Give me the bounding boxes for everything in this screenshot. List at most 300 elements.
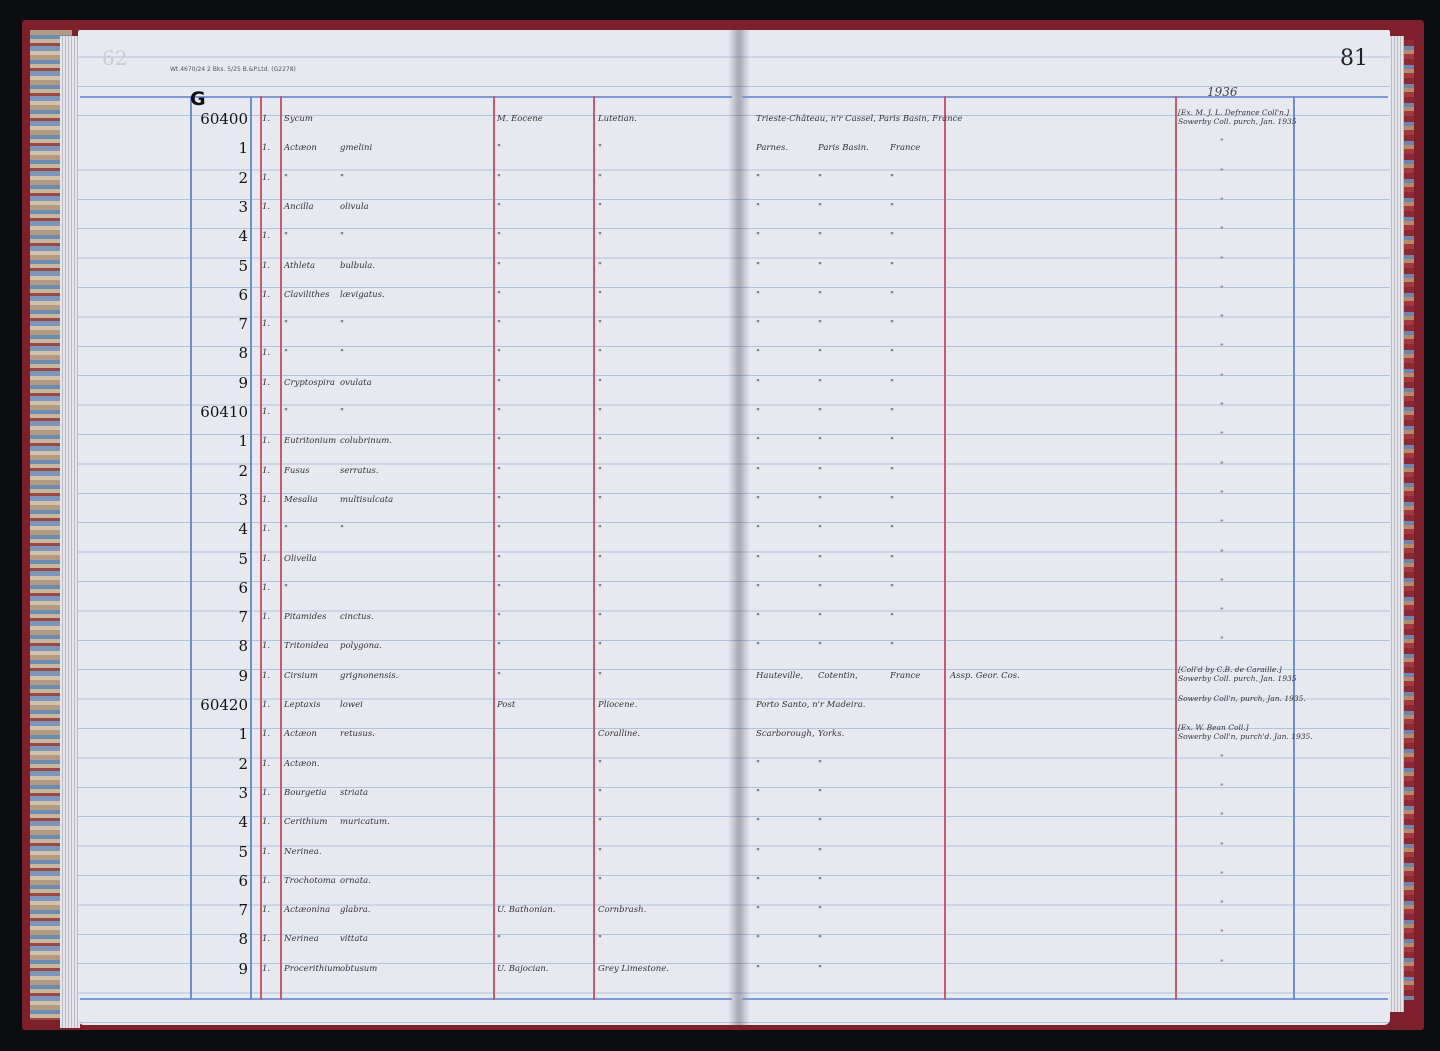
table-row — [0, 403, 1440, 432]
genus-name: Actæonina — [284, 905, 331, 916]
table-row — [0, 547, 1440, 579]
provenance-note — [1178, 635, 1223, 644]
provenance-note — [1178, 606, 1223, 615]
country-name: " — [890, 407, 894, 417]
species-name: " — [340, 231, 344, 242]
genus-name: Leptaxis — [284, 700, 321, 710]
country-name: France — [890, 670, 921, 681]
region-name: " — [818, 260, 822, 271]
locality-name: " — [756, 846, 760, 857]
genus-name: Trochotoma — [284, 875, 336, 886]
register-number: 3 — [238, 490, 248, 509]
provenance-note — [1178, 841, 1223, 850]
provenance-note — [1178, 958, 1223, 967]
register-number: 7 — [238, 901, 248, 920]
region-name: " — [818, 407, 822, 417]
register-number: 6 — [238, 285, 248, 304]
provenance-note — [1178, 870, 1223, 879]
region-name: " — [818, 377, 822, 388]
genus-name: Cirsium — [284, 670, 318, 681]
region-name: " — [818, 905, 822, 916]
formation-name: " — [598, 407, 602, 417]
locality-name: " — [756, 465, 760, 476]
species-name: lævigatus. — [340, 289, 385, 300]
specimen-count: 1. — [262, 612, 271, 623]
register-number: 3 — [238, 783, 248, 802]
genus-name: Cerithium — [284, 817, 328, 828]
locality-name: " — [756, 875, 760, 886]
table-row — [0, 781, 1440, 813]
locality-name: " — [756, 553, 760, 564]
genus-name: Procerithium — [284, 963, 341, 974]
locality-name: " — [756, 172, 760, 183]
region-name: " — [818, 582, 822, 593]
country-name: " — [890, 641, 894, 652]
region-name: " — [818, 612, 822, 623]
provenance-line: " — [1220, 606, 1224, 616]
specimen-count: 1. — [262, 641, 271, 652]
provenance-note — [1178, 430, 1223, 439]
genus-name: " — [284, 319, 288, 330]
table-row — [0, 840, 1440, 872]
geological-period: " — [497, 289, 501, 300]
provenance-note — [1178, 577, 1223, 586]
country-name: " — [890, 319, 894, 330]
formation-name: " — [598, 787, 602, 798]
table-row — [0, 315, 1440, 344]
footer-rule-left — [80, 998, 732, 1000]
register-number: 9 — [238, 959, 248, 978]
species-name: striata — [340, 787, 369, 798]
locality-name: Porto Santo, n'r Madeira. — [756, 700, 866, 710]
locality-name: " — [756, 377, 760, 388]
specimen-count: 1. — [262, 494, 271, 505]
genus-name: " — [284, 582, 288, 593]
country-name: " — [890, 465, 894, 476]
species-name: " — [340, 524, 344, 535]
provenance-line: [Ex. W. Bean Coll.] — [1178, 723, 1249, 733]
table-row — [0, 869, 1440, 901]
country-name: " — [890, 494, 894, 505]
provenance-line: " — [1220, 899, 1224, 909]
printer-imprint: Wt.4670/24 2 Bks. 5/25 B.&P.Ltd. (G2278) — [170, 66, 296, 73]
geological-period: " — [497, 231, 501, 242]
geological-period: " — [497, 641, 501, 652]
country-name: " — [890, 553, 894, 564]
provenance-note — [1178, 548, 1223, 557]
provenance-note — [1178, 372, 1223, 381]
provenance-line: " — [1220, 137, 1224, 147]
provenance-line: " — [1220, 401, 1224, 410]
locality-name: " — [756, 905, 760, 916]
table-row — [0, 166, 1440, 198]
specimen-count: 1. — [262, 553, 271, 564]
locality-name: Trieste-Château, n'r Cassel, Paris Basin, France — [756, 114, 963, 124]
region-name: " — [818, 231, 822, 242]
formation-name: " — [598, 143, 602, 154]
locality-name: " — [756, 319, 760, 330]
geological-period: " — [497, 524, 501, 535]
formation-name: " — [598, 670, 602, 681]
specimen-count: 1. — [262, 875, 271, 886]
section-letter: G — [190, 88, 206, 110]
formation-name: Grey Limestone. — [598, 963, 669, 974]
formation-name: " — [598, 172, 602, 183]
genus-name: " — [284, 348, 288, 359]
provenance-line: " — [1220, 928, 1224, 938]
formation-name: " — [598, 377, 602, 388]
table-row — [0, 930, 1440, 959]
formation-name: " — [598, 641, 602, 652]
provenance-line: " — [1220, 254, 1224, 264]
species-name: " — [340, 319, 344, 330]
locality-name: " — [756, 641, 760, 652]
country-name: " — [890, 377, 894, 388]
genus-name: Pitamides — [284, 612, 327, 623]
provenance-note — [1178, 782, 1223, 791]
provenance-note — [1178, 167, 1223, 176]
register-number: 2 — [238, 461, 248, 480]
species-name: ornata. — [340, 875, 371, 886]
formation-name: " — [598, 817, 602, 828]
region-name: " — [818, 172, 822, 183]
region-name: " — [818, 787, 822, 798]
species-name: polygona. — [340, 641, 382, 652]
genus-name: Actæon — [284, 143, 317, 154]
provenance-line: Sowerby Coll'n, purch, Jan. 1935. — [1178, 694, 1306, 703]
table-row — [0, 696, 1440, 725]
country-name: " — [890, 260, 894, 271]
provenance-line: " — [1220, 840, 1224, 850]
geological-period: " — [497, 465, 501, 476]
specimen-count: 1. — [262, 934, 271, 945]
specimen-count: 1. — [262, 348, 271, 359]
geological-period: " — [497, 201, 501, 212]
specimen-count: 1. — [262, 670, 271, 681]
specimen-count: 1. — [262, 231, 271, 242]
provenance-note — [1178, 225, 1223, 234]
header-rule-right — [742, 96, 1388, 98]
provenance-note — [1178, 518, 1223, 527]
specimen-count: 1. — [262, 905, 271, 916]
country-name: " — [890, 436, 894, 447]
locality-name: " — [756, 758, 760, 769]
register-number: 5 — [238, 842, 248, 861]
provenance-line: " — [1220, 195, 1224, 205]
specimen-count: 1. — [262, 436, 271, 447]
formation-name: " — [598, 582, 602, 593]
table-row — [0, 195, 1440, 227]
locality-name: " — [756, 231, 760, 242]
register-number: 7 — [238, 315, 248, 334]
year-note: 1936 — [1207, 85, 1238, 99]
provenance-note — [1178, 196, 1223, 205]
register-number: 4 — [238, 520, 248, 539]
table-row — [0, 957, 1440, 989]
formation-name: " — [598, 436, 602, 447]
register-number: 5 — [238, 549, 248, 568]
register-number: 1 — [238, 725, 248, 744]
header-rule-left — [80, 96, 732, 98]
provenance-note — [1178, 489, 1223, 498]
species-name: muricatum. — [340, 817, 390, 828]
provenance-line: " — [1220, 225, 1224, 235]
formation-name: " — [598, 260, 602, 271]
species-name: gmelini — [340, 143, 373, 154]
table-row — [0, 488, 1440, 520]
region-name: Cotentin, — [818, 670, 858, 681]
locality-name: Scarborough, — [756, 729, 815, 740]
provenance-line: " — [1220, 811, 1224, 821]
provenance-note — [1178, 137, 1223, 146]
formation-name: " — [598, 494, 602, 505]
region-name: " — [818, 758, 822, 769]
table-row — [0, 576, 1440, 608]
formation-name: " — [598, 846, 602, 857]
register-number: 3 — [238, 197, 248, 216]
geological-period: " — [497, 377, 501, 388]
ghost-page-number: 62 — [102, 46, 128, 70]
locality-name: Hauteville, — [756, 670, 804, 681]
species-name: " — [340, 172, 344, 183]
region-name: " — [818, 875, 822, 886]
provenance-note — [1178, 255, 1223, 264]
formation-name: " — [598, 934, 602, 945]
register-number: 4 — [238, 813, 248, 832]
formation-name: " — [598, 319, 602, 330]
table-row — [0, 901, 1440, 930]
locality-name: " — [756, 787, 760, 798]
table-row — [0, 813, 1440, 842]
specimen-count: 1. — [262, 524, 271, 535]
page-number: 81 — [1340, 46, 1368, 71]
provenance-line: " — [1220, 166, 1224, 176]
genus-name: Clavilithes — [284, 289, 330, 300]
specimen-count: 1. — [262, 787, 271, 798]
table-row — [0, 459, 1440, 491]
region-name: " — [818, 319, 822, 330]
register-number: 5 — [238, 256, 248, 275]
geological-period: " — [497, 143, 501, 154]
register-number: 2 — [238, 754, 248, 773]
formation-name: " — [598, 875, 602, 886]
register-number: 8 — [238, 930, 248, 949]
specimen-count: 1. — [262, 963, 271, 974]
provenance-line: Sowerby Coll. purch, Jan. 1935 — [1178, 673, 1297, 683]
provenance-note — [1178, 694, 1306, 703]
locality-name: " — [756, 612, 760, 623]
provenance-line: " — [1220, 342, 1224, 352]
species-name: obtusum — [340, 963, 378, 974]
specimen-count: 1. — [262, 201, 271, 212]
geological-period: " — [497, 407, 501, 417]
locality-name: " — [756, 817, 760, 828]
formation-name: " — [598, 553, 602, 564]
provenance-note — [1178, 342, 1223, 351]
region-name: Paris Basin. — [818, 143, 869, 154]
provenance-line: " — [1220, 869, 1224, 879]
provenance-line: " — [1220, 635, 1224, 645]
register-number: 60400 — [200, 110, 248, 128]
geological-period: Post — [497, 700, 516, 710]
geological-period: " — [497, 436, 501, 447]
genus-name: Mesalia — [284, 494, 318, 505]
specimen-count: 1. — [262, 260, 271, 271]
provenance-note — [1178, 460, 1223, 469]
locality-name: " — [756, 407, 760, 417]
formation-name: " — [598, 524, 602, 535]
provenance-note — [1178, 401, 1223, 410]
provenance-line: [Coll'd by C.B. de Caraille.] — [1178, 664, 1282, 674]
provenance-note — [1178, 284, 1223, 293]
species-name: grignonensis. — [340, 670, 399, 681]
provenance-line: " — [1220, 430, 1224, 440]
region-name: " — [818, 524, 822, 535]
geological-period: " — [497, 494, 501, 505]
geological-period: M. Eocene — [497, 114, 543, 124]
table-row — [0, 371, 1440, 403]
table-row — [0, 254, 1440, 286]
genus-name: " — [284, 231, 288, 242]
genus-name: Nerinea. — [284, 846, 322, 857]
formation-name: " — [598, 231, 602, 242]
provenance-line: " — [1220, 459, 1224, 469]
formation-name: Coralline. — [598, 729, 641, 740]
locality-name: " — [756, 289, 760, 300]
provenance-note — [1178, 753, 1223, 762]
table-row — [0, 752, 1440, 784]
region-name: " — [818, 817, 822, 828]
provenance-line: " — [1220, 313, 1224, 323]
provenance-note — [1178, 108, 1297, 126]
formation-name: " — [598, 348, 602, 359]
region-name: " — [818, 436, 822, 447]
genus-name: Actæon. — [284, 758, 320, 769]
country-name: " — [890, 172, 894, 183]
provenance-line: " — [1220, 518, 1224, 528]
country-name: " — [890, 582, 894, 593]
genus-name: Tritonidea — [284, 641, 329, 652]
region-name: " — [818, 348, 822, 359]
species-name: retusus. — [340, 729, 375, 740]
register-number: 9 — [238, 666, 248, 685]
specimen-count: 1. — [262, 817, 271, 828]
region-name: " — [818, 641, 822, 652]
table-row — [0, 283, 1440, 315]
provenance-line: " — [1220, 576, 1224, 586]
region-name: " — [818, 494, 822, 505]
species-name: glabra. — [340, 905, 371, 916]
genus-name: Olivella — [284, 553, 317, 564]
geological-period: " — [497, 348, 501, 359]
register-number: 4 — [238, 227, 248, 246]
table-row — [0, 432, 1440, 461]
species-name: vittata — [340, 934, 368, 945]
provenance-line: Sowerby Coll'n, purch'd. Jan. 1935. — [1178, 732, 1313, 742]
locality-name: " — [756, 260, 760, 271]
table-row — [0, 664, 1440, 696]
region-name: " — [818, 934, 822, 945]
specimen-count: 1. — [262, 114, 271, 124]
specimen-count: 1. — [262, 172, 271, 183]
geological-period: " — [497, 612, 501, 623]
register-number: 2 — [238, 168, 248, 187]
register-number: 7 — [238, 608, 248, 627]
genus-name: " — [284, 407, 288, 417]
country-name: " — [890, 231, 894, 242]
specimen-count: 1. — [262, 377, 271, 388]
formation-name: Cornbrash. — [598, 905, 647, 916]
provenance-line: " — [1220, 957, 1224, 967]
specimen-count: 1. — [262, 143, 271, 154]
locality-name: " — [756, 963, 760, 974]
genus-name: Actæon — [284, 729, 317, 740]
geological-period: " — [497, 670, 501, 681]
provenance-note — [1178, 723, 1313, 741]
register-number: 1 — [238, 139, 248, 158]
geological-period: " — [497, 934, 501, 945]
species-name: lowei — [340, 700, 363, 710]
specimen-count: 1. — [262, 289, 271, 300]
table-row — [0, 637, 1440, 666]
species-name: " — [340, 348, 344, 359]
extra-note: Assp. Geor. Cos. — [950, 670, 1020, 681]
region-name: " — [818, 289, 822, 300]
provenance-note — [1178, 313, 1223, 322]
genus-name: " — [284, 172, 288, 183]
geological-period: U. Bajocian. — [497, 963, 549, 974]
formation-name: " — [598, 201, 602, 212]
formation-name: Lutetian. — [598, 114, 637, 124]
formation-name: " — [598, 612, 602, 623]
register-number: 9 — [238, 373, 248, 392]
provenance-note — [1178, 899, 1223, 908]
formation-name: " — [598, 289, 602, 300]
table-row — [0, 344, 1440, 373]
register-number: 60410 — [200, 403, 248, 421]
species-name: bulbula. — [340, 260, 376, 271]
region-name: " — [818, 465, 822, 476]
locality-name: " — [756, 524, 760, 535]
provenance-note — [1178, 665, 1297, 683]
locality-name: " — [756, 582, 760, 593]
specimen-count: 1. — [262, 758, 271, 769]
table-row — [0, 608, 1440, 637]
provenance-line: " — [1220, 547, 1224, 557]
genus-name: Ancilla — [284, 201, 314, 212]
region-name: " — [818, 846, 822, 857]
species-name: olivula — [340, 201, 369, 212]
register-number: 8 — [238, 637, 248, 656]
formation-name: " — [598, 758, 602, 769]
species-name: ovulata — [340, 377, 372, 388]
provenance-line: " — [1220, 371, 1224, 381]
provenance-line: " — [1220, 781, 1224, 791]
country-name: " — [890, 612, 894, 623]
country-name: France — [890, 143, 921, 154]
formation-name: Pliocene. — [598, 700, 638, 710]
geological-period: " — [497, 260, 501, 271]
genus-name: Cryptospira — [284, 377, 335, 388]
register-number: 6 — [238, 871, 248, 890]
country-name: " — [890, 524, 894, 535]
footer-rule-right — [742, 998, 1388, 1000]
species-name: multisulcata — [340, 494, 394, 505]
locality-name: " — [756, 436, 760, 447]
provenance-note — [1178, 928, 1223, 937]
specimen-count: 1. — [262, 407, 271, 417]
specimen-count: 1. — [262, 582, 271, 593]
